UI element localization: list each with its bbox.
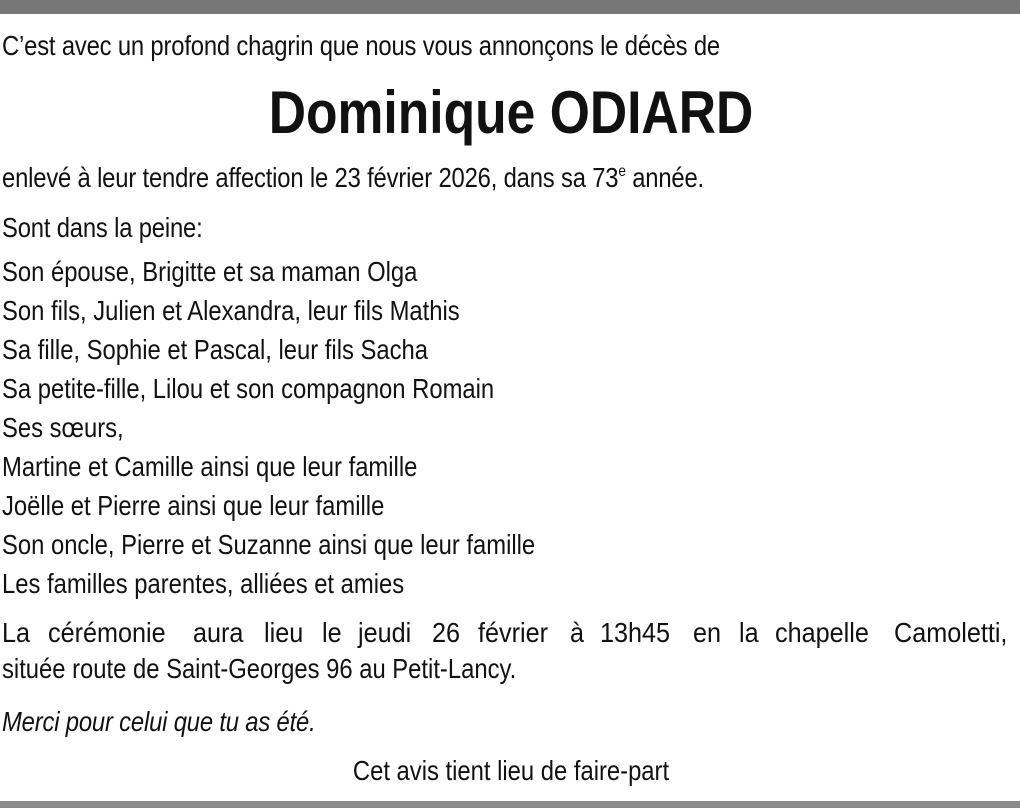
mourners-heading: Sont dans la peine: (2, 212, 203, 243)
bottom-rule (0, 801, 1020, 808)
ceremony-word: lieu (263, 617, 303, 648)
ceremony-line-1 (2, 615, 1020, 651)
mourner-line: Les familles parentes, alliées et amies (2, 568, 405, 599)
ceremony-word: 26 (432, 617, 461, 648)
ceremony-word: jeudi (358, 617, 412, 648)
ceremony-word: cérémonie (47, 617, 166, 648)
deceased-name: Dominique ODIARD (268, 79, 754, 146)
intro-text: C’est avec un profond chagrin que nous vous annonçons le décès de (2, 30, 720, 61)
mourner-line: Martine et Camille ainsi que leur famille (2, 451, 418, 482)
mourner-line: Joëlle et Pierre ainsi que leur famille (2, 490, 385, 521)
mourner-line: Sa fille, Sophie et Pascal, leur fils Sacha (2, 334, 428, 365)
ceremony-word: le (321, 617, 342, 648)
ordinal-superscript: e (618, 163, 626, 180)
ceremony-paragraph (2, 615, 1020, 687)
ceremony-word: aura (193, 617, 244, 648)
mourner-line: Ses sœurs, (2, 412, 124, 443)
ceremony-word: en (692, 617, 721, 648)
top-rule (0, 0, 1020, 14)
ceremony-word: à (570, 617, 585, 648)
affection-text: enlevé à leur tendre affection le 23 février 2026, dans sa 73 (2, 162, 619, 193)
ceremony-word: La (2, 617, 31, 648)
ceremony-word: 13h45 (600, 617, 671, 648)
ceremony-word: Camoletti, (893, 617, 1008, 648)
mourner-line: Son fils, Julien et Alexandra, leur fils Mathis (2, 295, 460, 326)
mourner-line: Son épouse, Brigitte et sa maman Olga (2, 256, 418, 287)
ceremony-word: chapelle (774, 617, 869, 648)
ceremony-word: février (477, 617, 548, 648)
ceremony-line-2: située route de Saint-Georges 96 au Petit-Lancy. (2, 653, 517, 684)
affection-line (2, 161, 704, 200)
affection-suffix: année. (625, 162, 704, 193)
footer-note: Cet avis tient lieu de faire-part (352, 755, 670, 786)
mourner-line: Son oncle, Pierre et Suzanne ainsi que leur famille (2, 529, 536, 560)
thanks-text: Merci pour celui que tu as été. (2, 706, 316, 737)
ceremony-word: la (738, 617, 759, 648)
mourner-line: Sa petite-fille, Lilou et son compagnon Romain (2, 373, 495, 404)
